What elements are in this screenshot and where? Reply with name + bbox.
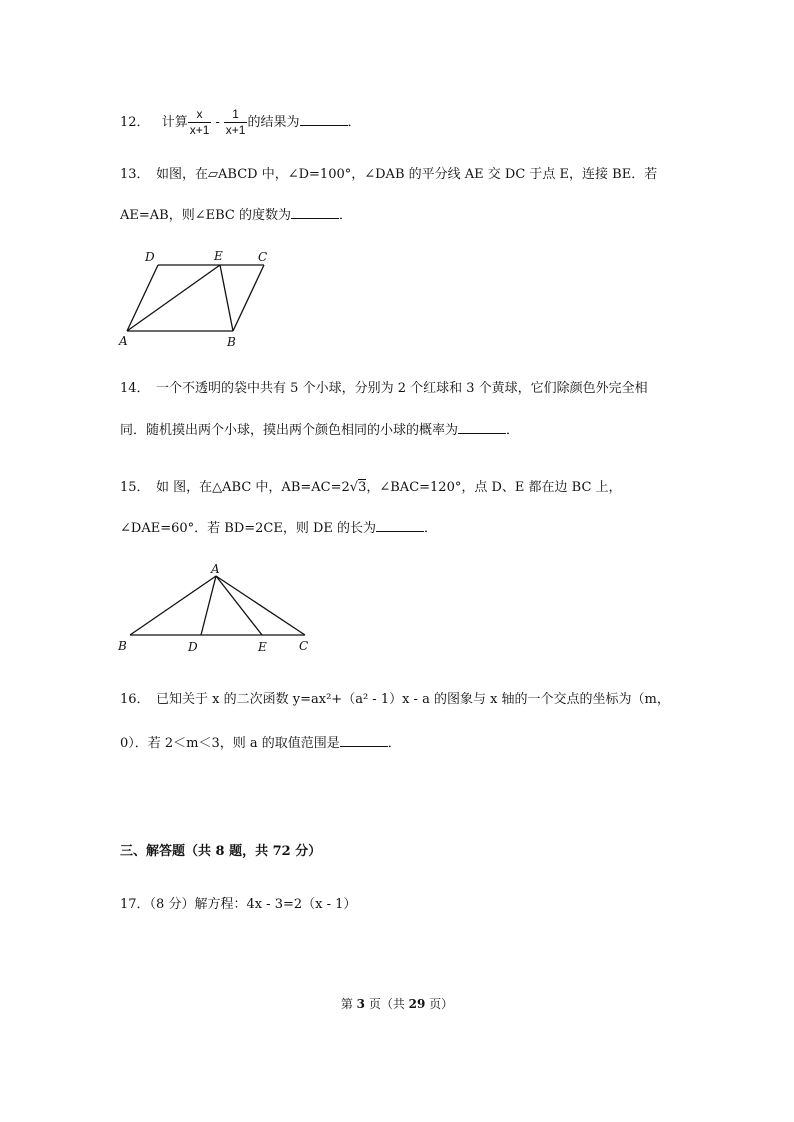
triangle-figure: [112, 562, 322, 656]
question-16-line-1: 16． 已知关于 x 的二次函数 y=ax²+（a² - 1）x - a 的图象与 x 轴的一个交点的坐标为（m，: [120, 692, 670, 707]
question-17: 17．（8 分）解方程：4x - 3=2（x - 1）: [120, 897, 357, 912]
question-14-line-1: 14． 一个不透明的袋中共有 5 个小球，分别为 2 个红球和 3 个黄球，它们除颜色外完全相: [120, 381, 648, 396]
answer-blank: [376, 519, 424, 532]
label-a: A: [211, 562, 220, 576]
current-page: 3: [356, 997, 365, 1011]
question-14-line-2: 同．随机摸出两个小球，摸出两个颜色相同的小球的概率为 ．: [120, 423, 520, 438]
answer-blank: [291, 206, 339, 219]
label-b: B: [118, 639, 127, 653]
question-13-line-2: AE=AB，则∠EBC 的度数为 ．: [120, 208, 352, 223]
minus-sign: -: [215, 115, 220, 130]
answer-blank: [340, 734, 388, 747]
sqrt-value: 3: [358, 480, 367, 495]
label-e: E: [258, 640, 267, 654]
answer-blank: [300, 113, 348, 126]
parallelogram-figure: [110, 246, 280, 352]
page-footer: 第 3 页（共 29 页）: [340, 997, 454, 1011]
question-12: 12． 计算 $\frac{x}{x+1}$ - $\frac{1}{x+1}$ 的结果为 ．: [120, 107, 361, 137]
fraction-1-over-x-plus-1: $\frac{1}{x+1}$: [225, 107, 246, 137]
label-c: C: [299, 639, 309, 653]
sqrt-symbol: √: [349, 480, 359, 495]
label-e: E: [214, 249, 223, 263]
label-c: C: [258, 250, 268, 264]
question-number: 12．: [120, 115, 150, 130]
question-text: 的结果为: [247, 115, 300, 130]
question-text: 计算: [161, 115, 188, 130]
label-a: A: [119, 334, 128, 348]
fraction-x-over-x-plus-1: $\frac{x}{x+1}$: [189, 107, 210, 137]
question-16-line-2: 0）．若 2＜m＜3，则 a 的取值范围是 ．: [120, 736, 401, 751]
label-d: D: [145, 250, 155, 264]
section-3-heading: 三、解答题（共 8 题，共 72 分）: [120, 844, 322, 859]
question-15-line-1: 15． 如 图，在△ABC 中，AB=AC=2√3，∠BAC=120°，点 D、E 都在边 BC 上，: [120, 480, 622, 495]
label-b: B: [227, 335, 236, 349]
label-d: D: [188, 640, 198, 654]
total-pages: 29: [408, 997, 426, 1011]
question-13-line-1: 13． 如图，在▱ABCD 中，∠D=100°，∠DAB 的平分线 AE 交 DC 于点 E，连接 BE．若: [120, 167, 658, 182]
answer-blank: [458, 421, 506, 434]
question-15-line-2: ∠DAE=60°．若 BD=2CE，则 DE 的长为 ．: [120, 521, 438, 536]
